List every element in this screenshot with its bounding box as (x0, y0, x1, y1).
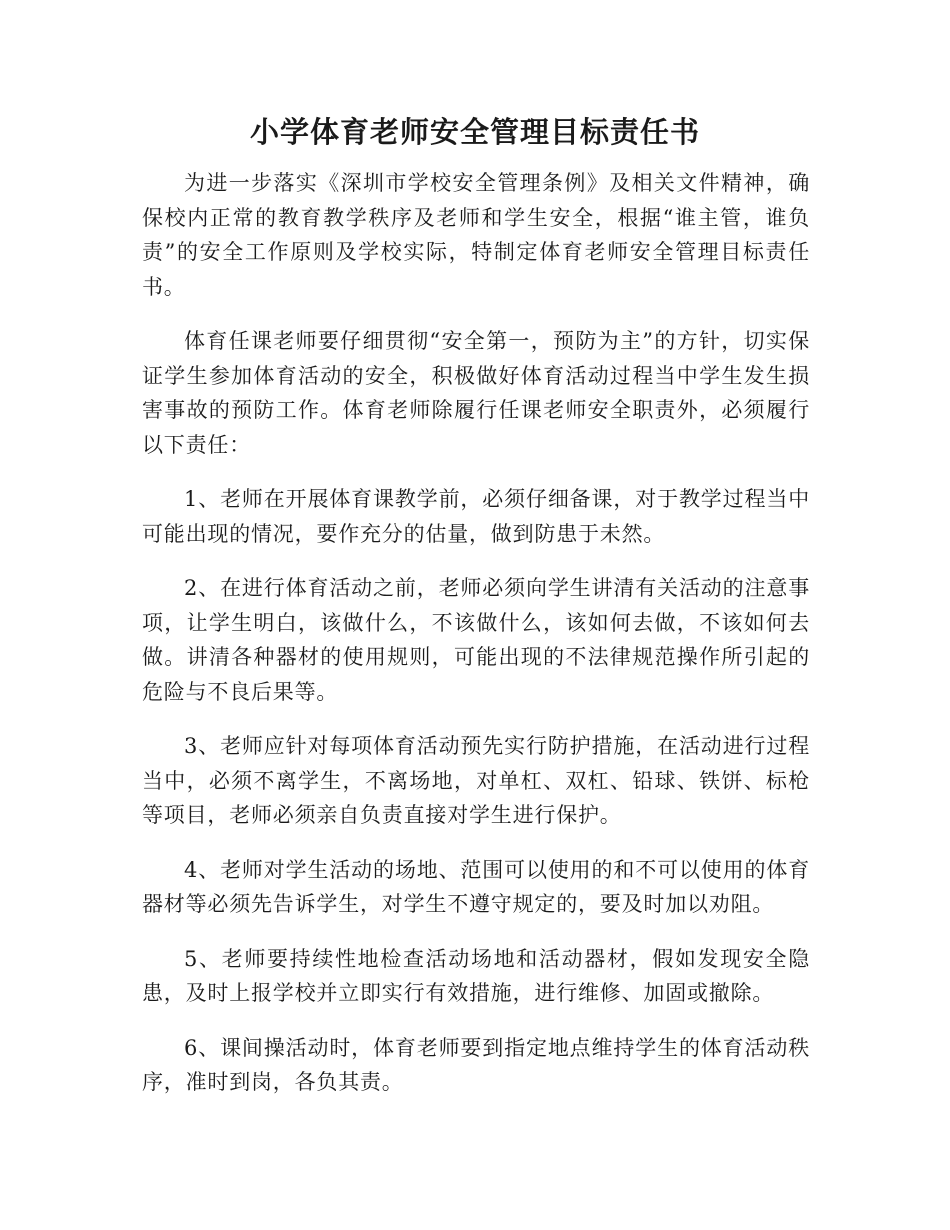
paragraph-intro: 为进一步落实《深圳市学校安全管理条例》及相关文件精神，确保校内正常的教育教学秩序及老师和学生安全，根据“谁主管，谁负责”的安全工作原则及学校实际，特制定体育老师安全管理目标责任书。 (142, 171, 810, 299)
document-body (142, 166, 810, 1120)
paragraph-item-2: 2、在进行体育活动之前，老师必须向学生讲清有关活动的注意事项，让学生明白，该做什么，不该做什么，该如何去做，不该如何去做。讲清各种器材的使用规则，可能出现的不法律规范操作所引起的危险与不良后果等。 (142, 576, 810, 704)
paragraph-item-4: 4、老师对学生活动的场地、范围可以使用的和不可以使用的体育器材等必须先告诉学生，对学生不遵守规定的，要及时加以劝阻。 (142, 857, 810, 916)
paragraph-responsibilities: 体育任课老师要仔细贯彻“安全第一，预防为主”的方针，切实保证学生参加体育活动的安全，积极做好体育活动过程当中学生发生损害事故的预防工作。体育老师除履行任课老师安全职责外，必须履行以下责任： (142, 329, 810, 457)
paragraph-item-1: 1、老师在开展体育课教学前，必须仔细备课，对于教学过程当中可能出现的情况，要作充分的估量，做到防患于未然。 (142, 487, 810, 546)
paragraph-item-5: 5、老师要持续性地检查活动场地和活动器材，假如发现安全隐患，及时上报学校并立即实行有效措施，进行维修、加固或撤除。 (142, 946, 810, 1005)
paragraph-item-3: 3、老师应针对每项体育活动预先实行防护措施，在活动进行过程当中，必须不离学生，不离场地，对单杠、双杠、铅球、铁饼、标枪等项目，老师必须亲自负责直接对学生进行保护。 (142, 734, 810, 827)
paragraph-item-6: 6、课间操活动时，体育老师要到指定地点维持学生的体育活动秩序，准时到岗，各负其责。 (142, 1035, 810, 1094)
document-title: 小学体育老师安全管理目标责任书 (249, 115, 700, 149)
